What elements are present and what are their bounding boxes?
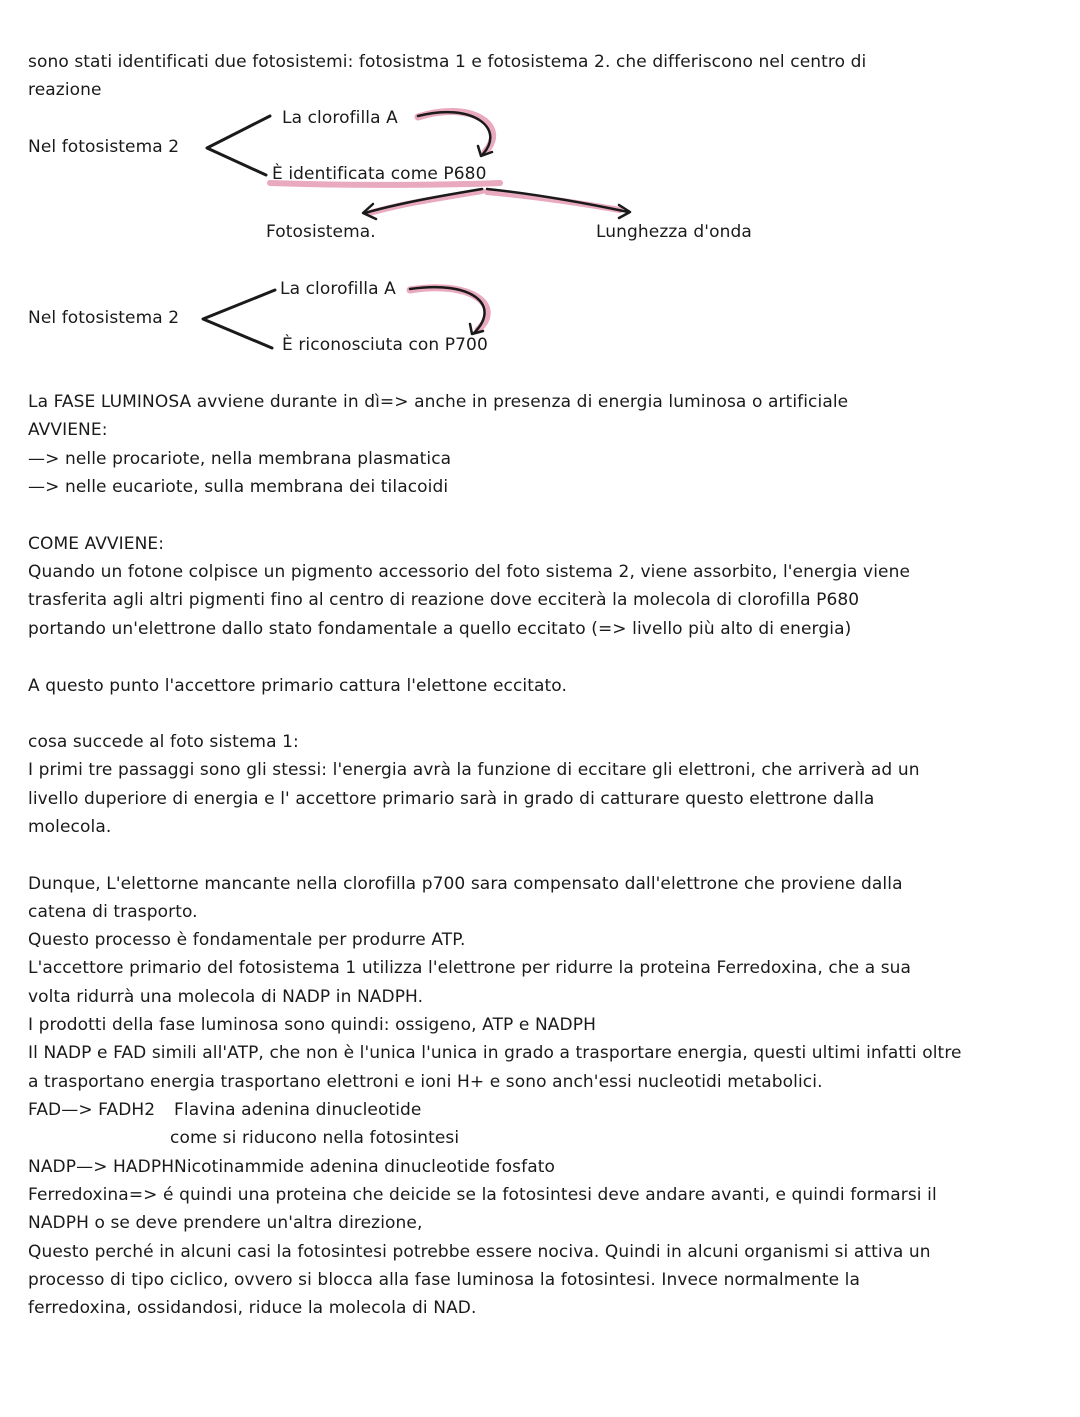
bracket-1: [207, 116, 270, 175]
highlight-curve-2: [410, 288, 487, 330]
avviene-item-2: —> nelle eucariote, sulla membrana dei tilacoidi: [28, 477, 449, 497]
fad-name: Flavina adenina dinucleotide: [174, 1100, 422, 1120]
diagram1-branch-top: La clorofilla A: [282, 108, 398, 128]
conclusione-l13: ferredoxina, ossidandosi, riduce la molecola di NAD.: [28, 1298, 477, 1318]
come-avviene-p2: A questo punto l'accettore primario cattura l'elettone eccitato.: [28, 676, 567, 696]
conclusione-l3: Questo processo è fondamentale per produrre ATP.: [28, 930, 466, 950]
diagram1-label: Nel fotosistema 2: [28, 137, 180, 157]
fotosistema1-l2: livello duperiore di energia e l' accettore primario sarà in grado di catturare questo elettrone dalla: [28, 789, 875, 809]
diagram2-branch-bottom: È riconosciuta con P700: [282, 335, 488, 355]
diagram1-left-target: Fotosistema.: [266, 222, 376, 242]
fotosistema1-l3: molecola.: [28, 817, 112, 837]
conclusione-l5: volta ridurrà una molecola di NADP in NADPH.: [28, 987, 424, 1007]
avviene-heading: AVVIENE:: [28, 420, 108, 440]
nadp-formula: NADP—> HADPH: [28, 1157, 175, 1177]
conclusione-l12: processo di tipo ciclico, ovvero si blocca alla fase luminosa la fotosintesi. Invece normalmente la: [28, 1270, 861, 1290]
conclusione-l9: Ferredoxina=> é quindi una proteina che deicide se la fotosintesi deve andare avanti, e quindi formarsi il: [28, 1185, 937, 1205]
diagram2-branch-top: La clorofilla A: [280, 279, 396, 299]
conclusione-l1: Dunque, L'elettorne mancante nella clorofilla p700 sara compensato dall'elettrone che proviene dalla: [28, 874, 903, 894]
highlight-curve-1: [418, 111, 493, 152]
fase-luminosa-line: La FASE LUMINOSA avviene durante in dì=> anche in presenza di energia luminosa o artificiale: [28, 392, 849, 412]
conclusione-l6: I prodotti della fase luminosa sono quindi: ossigeno, ATP e NADPH: [28, 1015, 596, 1035]
intro-line-1: sono stati identificati due fotosistemi: fotosistma 1 e fotosistema 2. che differiscono nel centro di: [28, 52, 867, 72]
conclusione-l2: catena di trasporto.: [28, 902, 198, 922]
come-avviene-p1-l2: trasferita agli altri pigmenti fino al centro di reazione dove ecciterà la molecola di clorofilla P680: [28, 590, 860, 610]
diagram1-right-target: Lunghezza d'onda: [596, 222, 752, 242]
intro-line-2: reazione: [28, 80, 102, 100]
conclusione-l10: NADPH o se deve prendere un'altra direzione,: [28, 1213, 423, 1233]
avviene-item-1: —> nelle procariote, nella membrana plasmatica: [28, 449, 452, 469]
come-avviene-heading: COME AVVIENE:: [28, 534, 165, 554]
conclusione-l8: a trasportano energia trasportano elettroni e ioni H+ e sono anch'essi nucleotidi metabolici.: [28, 1072, 823, 1092]
fotosistema1-l1: I primi tre passaggi sono gli stessi: l'energia avrà la funzione di eccitare gli elettroni, che arriverà ad un: [28, 760, 920, 780]
conclusione-l4: L'accettore primario del fotosistema 1 utilizza l'elettrone per ridurre la proteina Ferredoxina, che a sua: [28, 958, 912, 978]
nadp-name: Nicotinammide adenina dinucleotide fosfato: [174, 1157, 555, 1177]
diagram1-branch-bottom: È identificata come P680: [272, 164, 487, 184]
fotosistema1-heading: cosa succede al foto sistema 1:: [28, 732, 299, 752]
diagram2-label: Nel fotosistema 2: [28, 308, 180, 328]
come-avviene-p1-l1: Quando un fotone colpisce un pigmento accessorio del foto sistema 2, viene assorbito, l'energia viene: [28, 562, 911, 582]
bracket-2: [203, 290, 275, 348]
fad-formula: FAD—> FADH2: [28, 1100, 156, 1120]
conclusione-l7: Il NADP e FAD simili all'ATP, che non è l'unica l'unica in grado a trasportare energia, questi ultimi infatti oltre: [28, 1043, 962, 1063]
come-avviene-p1-l3: portando un'elettrone dallo stato fondamentale a quello eccitato (=> livello più alto di energia): [28, 619, 852, 639]
fad-subnote: come si riducono nella fotosintesi: [170, 1128, 460, 1148]
highlight-branch-left-1: [370, 191, 482, 213]
conclusione-l11: Questo perché in alcuni casi la fotosintesi potrebbe essere nociva. Quindi in alcuni organismi si attiva un: [28, 1242, 931, 1262]
